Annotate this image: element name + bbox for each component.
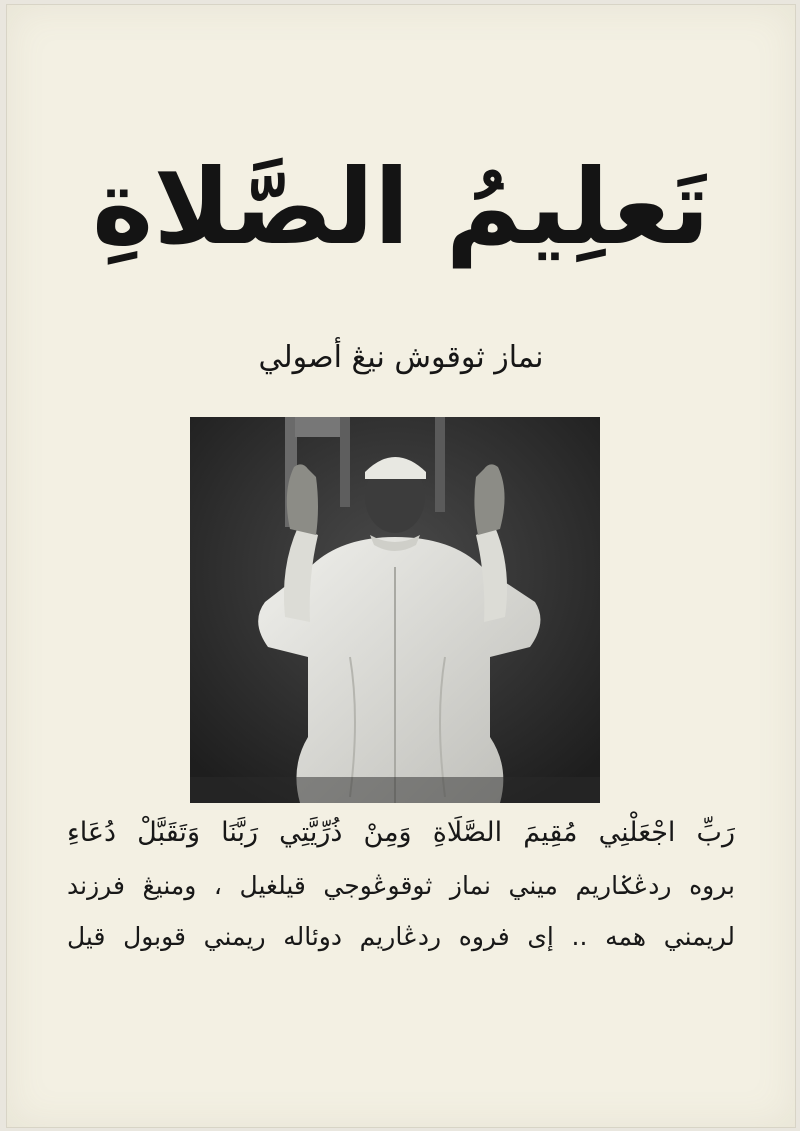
verse-line-1: رَبِّ اجْعَلْنِي مُقِيمَ الصَّلَاةِ وَمِنْ ذُرِّيَّتِي رَبَّنَا وَتَقَبَّلْ دُعَاءِ xyxy=(67,817,735,848)
book-cover xyxy=(6,4,796,1128)
cover-subtitle: نماز ثوقوش نيڠ أصولي xyxy=(258,340,544,375)
man-praying-photo-icon xyxy=(190,417,600,803)
verse-line-3: لريمني همه .. إى فروه ردڠاريم دوئاله ريمني قوبول قيل xyxy=(67,922,735,951)
cover-title: تَعلِيمُ الصَّلاةِ xyxy=(92,146,710,268)
cover-photo xyxy=(190,417,600,803)
verse-line-2: بروه ردڠݢاريم ميني نماز ثوقوڠوجي قيلغيل ، ومنيڠ فرزند xyxy=(67,871,735,900)
